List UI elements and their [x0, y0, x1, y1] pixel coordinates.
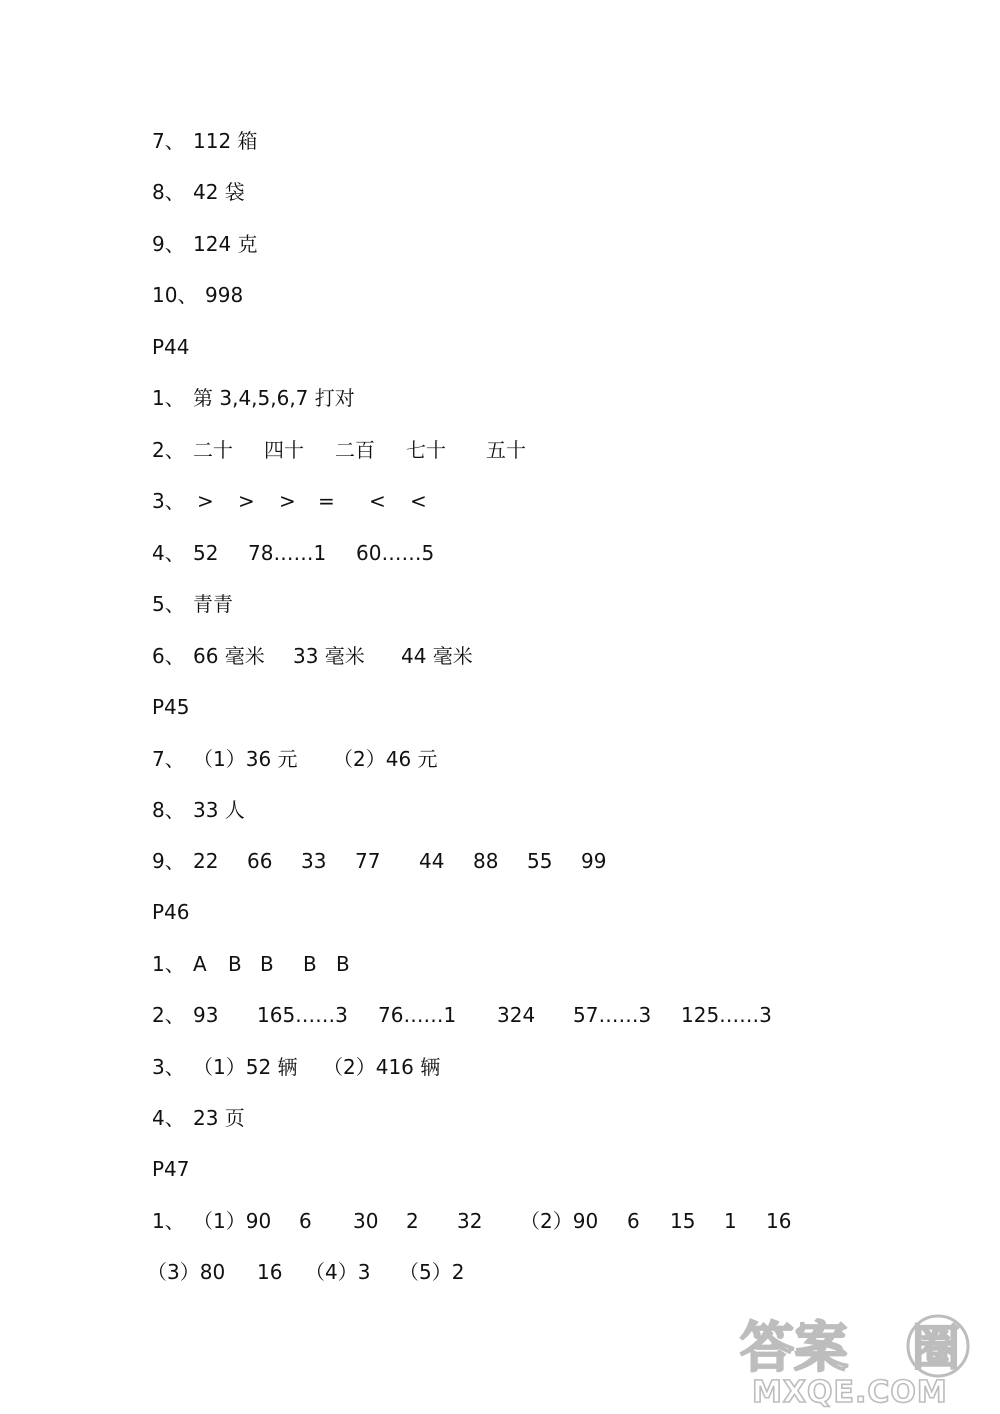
- answer-text: （3）80: [147, 1260, 226, 1284]
- answer-text: 324: [497, 1003, 536, 1027]
- answer-text: 16: [257, 1260, 283, 1284]
- item-number: 2、: [152, 1003, 185, 1027]
- answer-text: A: [193, 952, 207, 976]
- answer-text: （2）90: [520, 1209, 599, 1233]
- answer-text: 112 箱: [193, 129, 258, 153]
- answer-text: 55: [527, 849, 553, 873]
- answer-text: 66 毫米: [193, 644, 265, 668]
- answer-text: 6: [627, 1209, 640, 1233]
- item-number: 5、: [152, 592, 185, 616]
- answer-text: 44 毫米: [401, 644, 473, 668]
- item-number: 7、: [152, 747, 185, 771]
- item-number: 8、: [152, 798, 185, 822]
- item-number: 4、: [152, 1106, 185, 1130]
- answer-text: 60……5: [356, 541, 435, 565]
- answer-text: 1: [724, 1209, 737, 1233]
- answer-text: 2: [406, 1209, 419, 1233]
- item-number: 3、: [152, 489, 185, 513]
- answer-text: 44: [419, 849, 445, 873]
- page-heading-label: P45: [152, 695, 190, 719]
- item-number: 3、: [152, 1055, 185, 1079]
- item-number: 1、: [152, 1209, 185, 1233]
- comparison-sign: >: [238, 489, 255, 513]
- answer-text: 33 人: [193, 798, 245, 822]
- answer-text: 四十: [264, 438, 304, 462]
- item-number: 10、: [152, 283, 198, 307]
- answer-text: 二十: [193, 438, 233, 462]
- item-number: 4、: [152, 541, 185, 565]
- answer-text: 五十: [486, 438, 526, 462]
- answer-text: （1）36 元: [193, 747, 298, 771]
- answer-text: 6: [299, 1209, 312, 1233]
- answer-text: 32: [457, 1209, 483, 1233]
- answer-text: 42 袋: [193, 180, 245, 204]
- comparison-sign: <: [410, 489, 427, 513]
- answer-text: 二百: [335, 438, 375, 462]
- page-heading-label: P46: [152, 900, 190, 924]
- answer-text: 23 页: [193, 1106, 245, 1130]
- answer-text: 78……1: [248, 541, 327, 565]
- answer-text: 16: [766, 1209, 792, 1233]
- item-number: 8、: [152, 180, 185, 204]
- answer-text: 66: [247, 849, 273, 873]
- page-heading-label: P47: [152, 1157, 190, 1181]
- watermark-logo: [738, 1308, 988, 1408]
- answer-text: 22: [193, 849, 219, 873]
- answer-text: 76……1: [378, 1003, 457, 1027]
- answer-text: 124 克: [193, 232, 258, 256]
- answer-text: 52: [193, 541, 219, 565]
- answer-text: （2）46 元: [333, 747, 438, 771]
- page-heading-label: P44: [152, 335, 190, 359]
- comparison-sign: >: [197, 489, 214, 513]
- item-number: 6、: [152, 644, 185, 668]
- answer-text: B: [336, 952, 350, 976]
- item-number: 9、: [152, 849, 185, 873]
- answer-text: B: [303, 952, 317, 976]
- answer-text: （1）52 辆: [193, 1055, 298, 1079]
- answer-text: 33 毫米: [293, 644, 365, 668]
- answer-text: 57……3: [573, 1003, 652, 1027]
- answer-text: 99: [581, 849, 607, 873]
- answer-text: 青青: [193, 592, 233, 616]
- comparison-sign: >: [279, 489, 296, 513]
- answer-text: 30: [353, 1209, 379, 1233]
- item-number: 2、: [152, 438, 185, 462]
- answer-text: 998: [205, 283, 244, 307]
- comparison-sign: =: [318, 489, 335, 513]
- answer-text: B: [260, 952, 274, 976]
- answer-text: （4）3: [305, 1260, 371, 1284]
- comparison-sign: <: [369, 489, 386, 513]
- svg-text:圈: 圈: [912, 1320, 961, 1376]
- item-number: 7、: [152, 129, 185, 153]
- answer-text: （5）2: [399, 1260, 465, 1284]
- answer-text: 33: [301, 849, 327, 873]
- watermark-top-text: 答案: [740, 1316, 848, 1379]
- watermark-bottom-text: MXQE.COM: [752, 1375, 948, 1408]
- item-number: 1、: [152, 952, 185, 976]
- item-number: 9、: [152, 232, 185, 256]
- answer-text: 125……3: [681, 1003, 772, 1027]
- answer-text: 88: [473, 849, 499, 873]
- answer-text: （2）416 辆: [323, 1055, 441, 1079]
- answer-text: 第 3,4,5,6,7 打对: [193, 386, 355, 410]
- answer-text: （1）90: [193, 1209, 272, 1233]
- answer-text: 93: [193, 1003, 219, 1027]
- answer-text: 七十: [406, 438, 446, 462]
- answer-text: 15: [670, 1209, 696, 1233]
- answer-text: 165……3: [257, 1003, 348, 1027]
- answer-text: 77: [355, 849, 381, 873]
- item-number: 1、: [152, 386, 185, 410]
- answer-text: B: [228, 952, 242, 976]
